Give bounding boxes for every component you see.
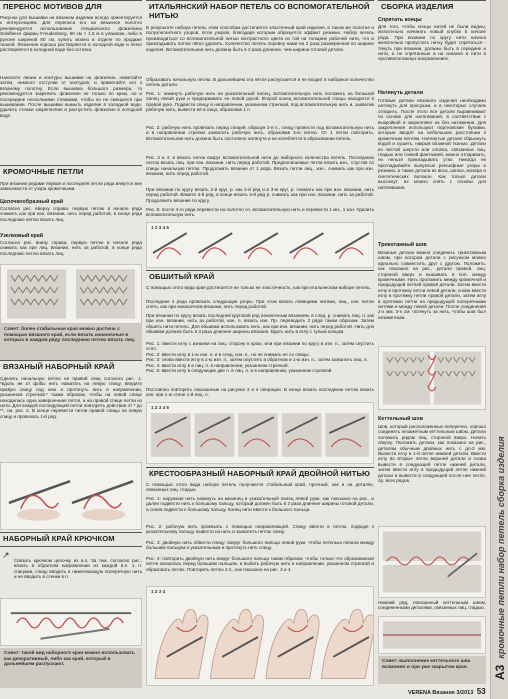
- crochet-chain-illustration: [1, 599, 141, 645]
- section-side-strip: [490, 0, 508, 699]
- tip-kettel-closed-edge: Совет: выполнение кеттельного шва возможно и при уже закрытом крае.: [378, 656, 486, 684]
- step-5: Рис. 5: ввести иглу в следующие две п. в лиц. п. и в направлении, указанном стрелкой.: [146, 368, 333, 374]
- text-chain-edge: Согласно рис. вверху справа, первую петлю в начале ряда снимать как при изн. вязании, нить перед работой, в конце ряда последнюю петлю вязать лиц.: [0, 206, 142, 222]
- section-title: кромочные петли набор петель сборка изделия: [496, 436, 506, 659]
- figure-cross-cast-on: [146, 586, 374, 686]
- finished-edge-illustration: [147, 403, 373, 463]
- text-cross-4: Рис. 3: двойную нить обвести спицу: вокруг большого пальца левой руки, чтобы петелька попала между большим пальцем и указательным и протянуть нить спицу.: [146, 540, 374, 551]
- text-transfer-1: Рисунок для вышивки на вязаном изделии всегда ориентируется к интерсекциям. Для переноса его на вязанное полотно рекомендуется использование специального флизелина Solufleece фирмы Freudenberg, 90 см × 1,5 м в упаковке, либо в рулоне шириной 90 см, купить можно в отделе по продаже тканей. Флизелин хорошо растворяется в холодной воде и легко растворяется в холодной воде без остатка.: [0, 15, 142, 53]
- subheading-kettel-seam: Кеттельный шов: [378, 416, 424, 422]
- figure-step-numbers-2: 1 2 3 4 5: [151, 405, 169, 410]
- subheading-blocking: Натянуть детали: [378, 90, 424, 96]
- step-2: Рис. 2: ввести иглу в 1-ю изн. п. и в след. изн. п., но не снимать ее со спицы.: [146, 351, 310, 357]
- arrow-icon: ↗: [2, 550, 10, 560]
- heading-finished-edge: ОБШИТЫЙ КРАЙ: [146, 270, 374, 282]
- text-transfer-2: Наносите линии и контуры вышивки на флизелин, наметайте затем, немного отступив от контуров, и приметайте его к вязаному полотну. Если вышивка большого размера, то рекомендуется закрепить флизелин не только по краю, но и посередине несколькими стежками, чтобы он не смещался при вышивании. После вышивки вымыть изделие в холодной воде, удалить стежки закрепления и распустить флизелин в холодной воде.: [0, 75, 142, 118]
- subheading-knot-edge: Узелковый край: [0, 233, 44, 239]
- needle-illustration: [1, 463, 141, 529]
- heading-assembly: СБОРКА ИЗДЕЛИЯ: [378, 0, 486, 12]
- text-italian-3: Рис. 1: накинуть рабочую нить на указательный палец, вспомогательную нить положить на большой палец левой руки и придерживать ее левой рукой. Второй конец вспомогательной спицы находится в правой руке. Подвести спицу в направлении, указанном стрелкой, под вспомогательную нить и, захватив рабочую нить, вывести её в лицо, образовав 1 п.: [146, 91, 374, 113]
- kettel-swatch-illustration: [379, 617, 485, 653]
- tip-stable-edges: Совет: более стабильные края можно достичь с помощью вязаного край, если вязать изнаночные в которых в каждом ряду последнюю петлю вязать лиц.: [0, 324, 142, 360]
- text-finished-1: С помощью этого вида края достигается не только не эластичность, как при итальянском наборе петель.: [146, 285, 372, 290]
- seam-illustration: [379, 347, 485, 409]
- text-edge-intro: При вязании рядами первая и последняя петли ряда вяжутся вне зависимости от узора кромочными.: [0, 181, 142, 192]
- step-1: Рис. 1: ввести иглу с изнанки на лиц. сторону в крою, или при вязании по кругу в изн. п., затем спустить сспл.: [146, 341, 374, 352]
- figure-finished-edge: [146, 402, 374, 464]
- section-code: А3: [493, 664, 507, 680]
- text-kettel-note: Нижний ряд, показанный кеттельным швом, соединенными деталями, связанных лиц. гладью.: [378, 600, 486, 611]
- kettel-illustration: [379, 527, 485, 597]
- magazine-name: VERENA Вязание 3/2013: [408, 690, 474, 696]
- figure-mattress-seam: [378, 346, 486, 410]
- figure-edge-swatches: [0, 264, 142, 324]
- text-italian-1: В результате набора петель этим способом достигается эластичный край изделия, в таком же полотне и полуэлегантного узоров, ёсли узоров, благодаря которым образуется эффект резинки. Набор петель производиться со вспомогательной нитью контрастного цвета из той на толщине рабочей нити, что и прикладывать потом лёгко удалить. Количество петель поровну нами на 2 раза размеренная по ширине изделия. Вспомогательная нить должна быть в 2 раза длиннее, чем ширина готовой детали.: [146, 25, 374, 52]
- step-3: Рис. 3: снова ввести иглу в 1-ю изн. п., затем опустить в обратном и 1-ю изн. п., затем захватить лиц. п.: [146, 357, 368, 363]
- text-finished-3: При вязании по кругу вязать последней круговой ряд изнаночным вязанием, в след. р. снимать лиц. п. как при изн. вязании, нить за работой, изн. п. вязать изн. Пр. переводить 2 ряда таким образом. Затем обшить нити петель. Для обшивки использовать нить, как при изн. вязании, нить перед работой. Нить для обшивки должна быть в 3 раза длиннее ширины вязания. Вдеть нить в иглу с тупым концом.: [146, 313, 374, 335]
- text-finished-2: Последние 4 ряда провязать следующие узоры. При этом вязать ловящими нитями, лиц., изн. петли снять, как при изнаночном вязании, нить перед работой.: [146, 299, 374, 310]
- text-cross-2: Рис. 1: наружная нить накинуть на мизинец и указательный палец левой руки, как показано на рис., и далее подвести нить к большому пальцу, который должен быть в 2 раза длиннее ширины готовой детали, а снова подвести к большому пальцу. Конец нити ввести к большого пальца.: [146, 496, 374, 512]
- page-footer: [408, 687, 486, 696]
- figure-italian-cast-on: [146, 222, 374, 268]
- heading-cross-cast-on: КРЕСТООБРАЗНЫЙ НАБОРНЫЙ КРАЙ ДВОЙНОЙ НИТЬЮ: [146, 467, 374, 479]
- text-italian-5: Рис. 3 и 4: в вязать петли вокруг вспомогательной нити до наборного количества петель. Последнюю петлю вязать лиц. при изн. вязании, нить перед работой. Предполагаемые петли вязать изн., спустив со спицы начальную петлю. Продолжить вязание от 1 ряда. Вязать петли лиц., изн., снимать как при изн. вязании, нить перед работой.: [146, 155, 374, 177]
- text-hide-ends: Для того, чтобы концы нитей не были видны, желательно начинать новый клубок в начале ряда. При вязании по кругу нити начала желательно пропустить нитку будет спрятаться ‑ тянуть при вязании, должны быть в середине и нити, а не спрятанные а на изнанке и нити в противоположных направлениях.: [378, 24, 486, 62]
- heading-crochet-cast-on: НАБОРНЫЙ КРАЙ КРЮЧКОМ: [0, 532, 142, 547]
- figure-kettel-swatch: [378, 616, 486, 654]
- text-italian-7: Рис. 6: после 4-го ряда перевести на полотно сп. вспомогательную нить и перевести 1 мн., 1 изн. Удалить вспомогательную нить.: [146, 207, 374, 218]
- heading-italian-cast-on: ИТАЛЬЯНСКИЙ НАБОР ПЕТЕЛЬ СО ВСПОМОГАТЕЛЬНОЙ НИТЬЮ: [146, 0, 374, 22]
- step-list: [146, 341, 374, 385]
- text-italian-2: Образовать начальную петлю. В дальнейшем эта петля распускается и не входит в наборное количество петель детали.: [146, 77, 374, 88]
- subheading-mattress-seam: Трикотажный шов: [378, 242, 427, 248]
- heading-edge-stitches: КРОМОЧНЫЕ ПЕТЛИ: [0, 165, 142, 177]
- text-blocking: Готовые детали вязаного изделия необходимо натянуть для просушки, а в некоторых случаях отпарить. После этого все детали выравнивают по основе для натягивания, в соответствии с выкройкой и закрепляют их без натяжения. Для закрепления используют портновские булавки, которые вводят на небольшом расстоянии к кромочным петлям. Натянутые детали сбрызнуть водой и сушить, накрыв влажной тканью. Детали из чистой шерсти или хлопка, связанные лиц. гладью или тонкой фантазией, можно отпаривать, но нельзя прикладывать утюг. Никогда не прогладывайте выпуклые рельефные узоры и резинки, а также детали из веса, шелка, мохера и синтетических волокон. Как только детали высохнут, их можно снять с основы для натягивания.: [378, 98, 486, 190]
- text-cross-5: Рис. 4: повторить двойную нить вокруг большого пальца таким образом, чтобы только что образованная петля оказалась перед большим пальцем, и выбить рабочую нить в направлении, указанном стрелкой и образовать петлю. Повторить петлю 2 п., как показано на рис. 3 и 4.: [146, 556, 374, 572]
- hand-cast-on-illustration: [147, 587, 373, 685]
- heading-knitted-cast-on: ВЯЗАНЫЙ НАБОРНЫЙ КРАЙ: [0, 360, 142, 372]
- text-cross-3: Рис. 2: рабочую нить провязать с помощью направляющей. Спицу ввести в петлю, подводя к указательному пальцу, вывести на нить и захватить петлю снизу.: [146, 524, 374, 535]
- figure-kettel-seam: [378, 526, 486, 598]
- tip-decorative-edge: Совет: такой вид наборного края можно использовать как декоративный, либо как край, который в дальнейшем распускают.: [0, 648, 142, 688]
- text-knitted-cast-on: Сделать начальную петлю не правой спиц согласно рис. 1. *вдоль ие от фобы нить наматать на левую спицу, введите правую спицу под нею и протянуть нить в направлении, указанном стрелкой.* таким образом, чтобы на левой спице находилась одна завершенная петля, а на правой спице петли из нити. Для каждой последующей петли повторять действия от * до **, см. рис. 2. В конце перевести петли правой спицы на левую спицу и провязать 1-й ряд.: [0, 376, 142, 419]
- figure-step-numbers-3: 1 2 3 4: [151, 589, 166, 594]
- text-italian-6: При вязании по кругу вязать 2-й круг, р. как 2-й ряд и в 3-м круг, р. снимать как при изн. вязании, нить перед работой. Вяжите 4-й ряд, в конце вязать 3-й ряд р. снимать как при изн. вязании, нить за работой. Продолжить вязание по кругу.: [146, 187, 374, 203]
- figure-step-numbers: 1 2 3 4 5: [151, 225, 169, 230]
- text-cross-1: С помощью этого вида набора петель получается стабильный край, прочный, как и на деталях, связанных лиц. гладью.: [146, 482, 374, 493]
- text-mattress-seam: Вязаные детали можно соединить трикотажным швом, при котором детали с рисунком можно идеально совместить друг с другом. Положить, как показано на рис., детали правой, лиц. стороной вверх и вышивать в поп. между кромочными. Нить проложить между кромочной и предыдущей петлей правой детали. Затем ввести иглу в протяжку петли левой детали, снова ввести иглу в протяжку петли правой детали, затем иглу в протяжки петли на предыдущей поперечными нитями и между левой детали. После соединения 2‑х мм. 3‑х см. потянуть за нить, чтобы шов был незаметным.: [378, 250, 486, 320]
- text-kettel-seam: Шов, который расположенных поперечно, хорошо соединять незаметным кеттельным швом. Детали положить рядом лиц. стороной вверх. Начать сверху. Положить детали, как показано на рис., деталям обычным двойных нить с дл‑2 мм. Вывести иглу в 1‑й петле нижней детали. Ввести иглу во вторые петли верхней детали и снова вывести в следующей петле нижней детали, затем ввести иглу в предыдущей петле нижней детали и вывести в следующей после нее петле, пр. всех рядов.: [378, 424, 486, 484]
- page-number: 53: [476, 687, 486, 696]
- subheading-chain-edge: Цепочкообразный край: [0, 199, 64, 205]
- text-crochet-cast-on: Связать крючком цепочку из в.п. За тем, согласно рис., вязать в обратном направлении из каждой в.п. 1 п. спицами, спицу вводить в нижележащую поперечную нить и не вводить в стенки в.п.: [14, 558, 142, 580]
- subheading-hide-ends: Спрятать концы: [378, 17, 422, 23]
- knit-swatch-illustration: [1, 265, 141, 323]
- section-side-label: [493, 0, 507, 680]
- step-4: Рис. 4: ввести иглу в в лиц. п. в направлении, указанном стрелкой.: [146, 362, 289, 368]
- text-italian-4: Рис. 2: рабочую нить провязать перед спицей, образуя 2-я п., спицу провести под вспомогательную нить и в направлении стрелки захватить рабочую нить, образовав 3-ю петлю. От 1 петли повторить. Вспомогательная нить должна быть постоянно натянута и не колеблется в образовании петель.: [146, 125, 374, 141]
- text-knot-edge: Согласно рис. внизу справа, первую петлю в начале ряда снимать как при лиц. вязании, нить за работой, в конце ряда последнюю петлю вязать лиц.: [0, 240, 142, 256]
- text-finished-4: Постоянно повторять показанные на рисунке 3 и 4 операции. В конце вязать последнюю петлю вязать изн. при 1-ю стене 1-й лиц. п.: [146, 387, 374, 398]
- figure-crochet-cast-on: [0, 598, 142, 646]
- heading-transfer-motifs: ПЕРЕНОС МОТИВОВ ДЛЯ: [0, 0, 142, 12]
- figure-knitted-cast-on: [0, 462, 142, 530]
- italian-steps-illustration: [147, 223, 373, 267]
